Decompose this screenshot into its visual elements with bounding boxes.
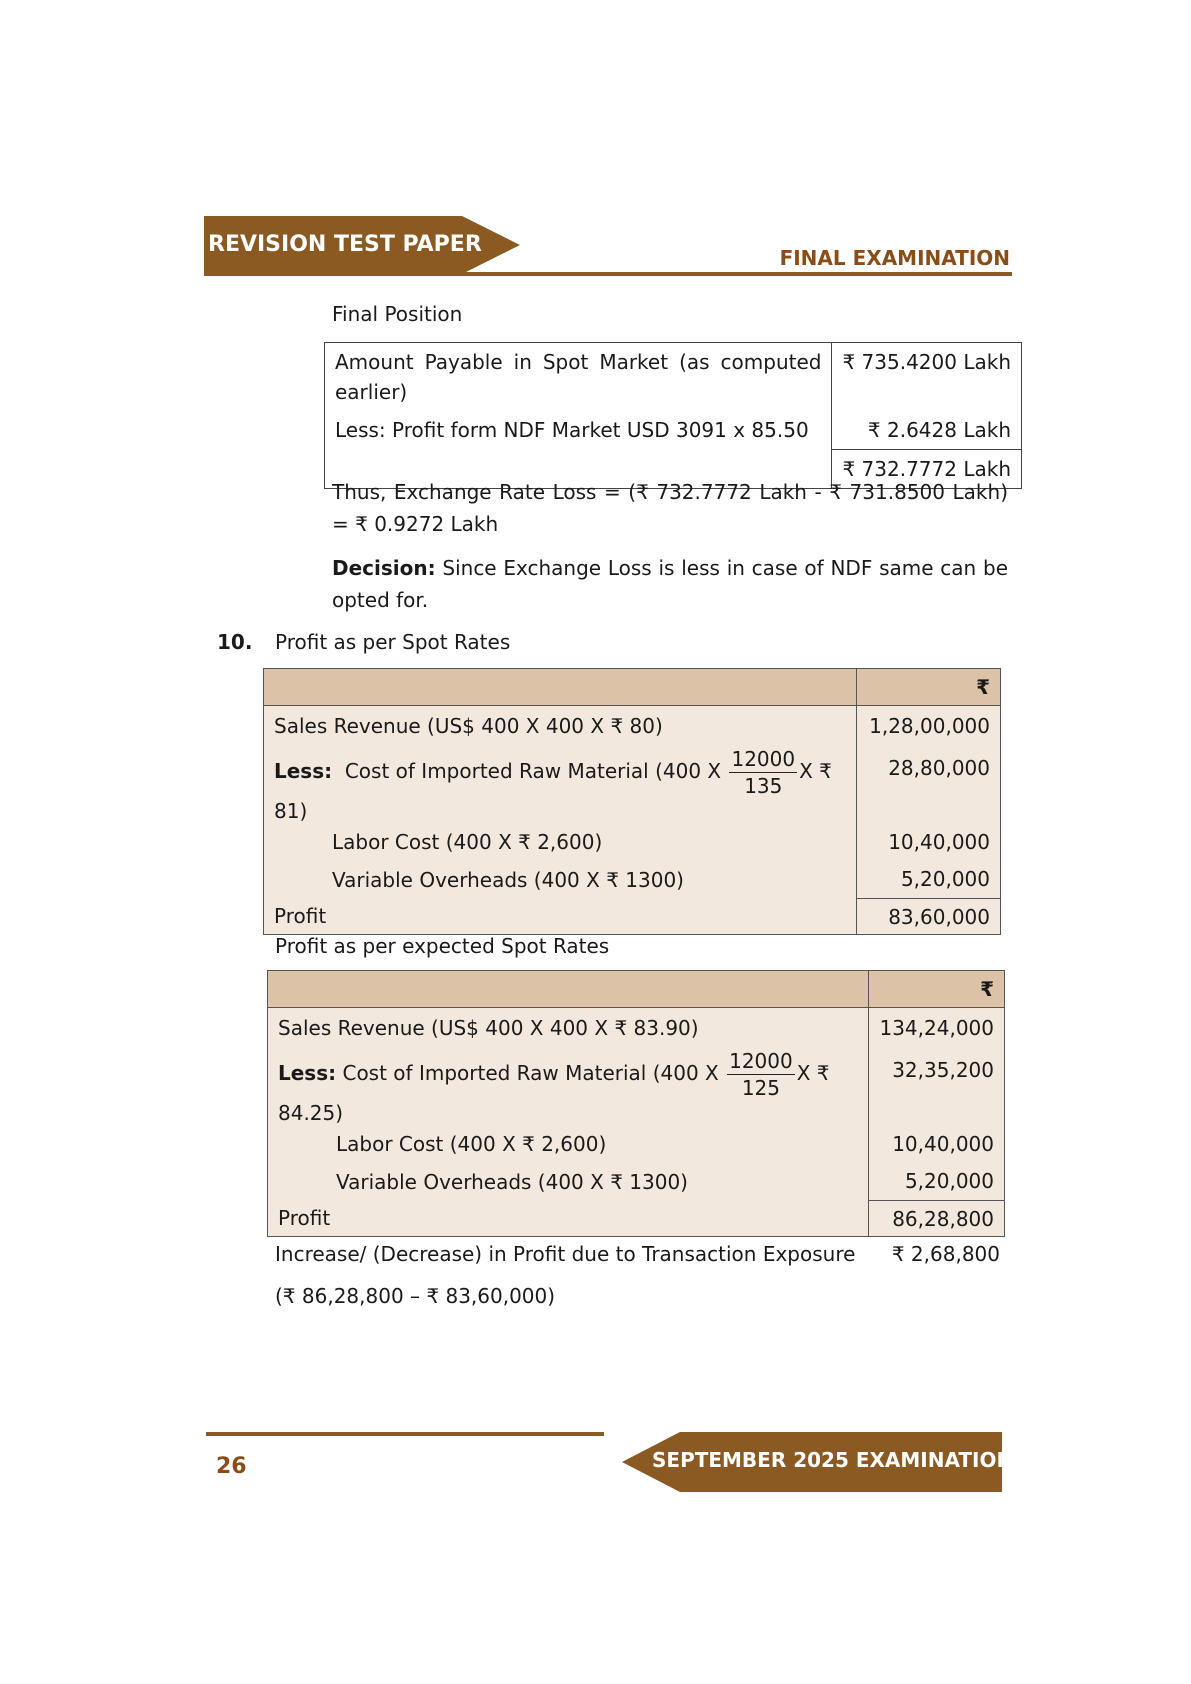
increase-value: ₹ 2,68,800 xyxy=(891,1242,1000,1266)
fp-row-2-label: Less: Profit form NDF Market USD 3091 x 85.50 xyxy=(325,411,832,450)
labor-label: Labor Cost (400 X ₹ 2,600) xyxy=(336,1131,607,1156)
table-row xyxy=(268,1163,1005,1201)
q10-heading: Profit as per Spot Rates xyxy=(275,630,511,654)
material-suffix: X ₹ 81) xyxy=(274,758,832,823)
material-cell xyxy=(268,1048,869,1125)
material-value: 32,35,200 xyxy=(869,1048,1005,1125)
header-right-title: FINAL EXAMINATION xyxy=(779,246,1010,270)
table-row xyxy=(264,899,1001,935)
sales-label: Sales Revenue (US$ 400 X 400 X ₹ 83.90) xyxy=(278,1015,699,1040)
fp-total-value: ₹ 732.7772 Lakh xyxy=(832,450,1022,489)
table-row xyxy=(325,411,1022,450)
labor-value: 10,40,000 xyxy=(857,823,1001,861)
material-value: 28,80,000 xyxy=(857,746,1001,823)
overheads-label: Variable Overheads (400 X ₹ 1300) xyxy=(332,867,684,892)
increase-label: Increase/ (Decrease) in Profit due to Transaction Exposure xyxy=(275,1242,856,1266)
fraction-denominator: 135 xyxy=(744,773,783,798)
sales-value: 134,24,000 xyxy=(869,1008,1005,1048)
table-row xyxy=(268,1201,1005,1237)
table-header-row xyxy=(264,669,1001,706)
fraction-numerator: 12000 xyxy=(731,746,796,771)
final-position-table xyxy=(324,342,1022,489)
table-row xyxy=(264,861,1001,899)
table-header-row xyxy=(268,971,1005,1008)
table-row xyxy=(268,1008,1005,1048)
decision-paragraph xyxy=(332,552,1008,616)
exchange-loss-text: Thus, Exchange Rate Loss = (₹ 732.7772 Lakh - ₹ 731.8500 Lakh) = ₹ 0.9272 Lakh xyxy=(332,480,1008,536)
decision-text: Since Exchange Loss is less in case of NDF same can be opted for. xyxy=(332,556,1008,612)
material-suffix: X ₹ 84.25) xyxy=(278,1060,830,1125)
fp-row-2-value: ₹ 2.6428 Lakh xyxy=(867,418,1011,442)
profit-value: 86,28,800 xyxy=(869,1201,1005,1237)
fraction xyxy=(727,1048,795,1101)
sales-label: Sales Revenue (US$ 400 X 400 X ₹ 80) xyxy=(274,713,663,738)
fraction-numerator: 12000 xyxy=(729,1048,793,1073)
q10-heading-2: Profit as per expected Spot Rates xyxy=(275,934,610,958)
table-row xyxy=(268,1125,1005,1163)
labor-value: 10,40,000 xyxy=(869,1125,1005,1163)
decision-label: Decision: xyxy=(332,556,436,580)
header-rule xyxy=(204,272,1012,276)
footer-exam-label: SEPTEMBER 2025 EXAMINATION xyxy=(652,1448,1014,1472)
fp-row-1-value: ₹ 735.4200 Lakh xyxy=(842,350,1011,374)
spot-rates-profit-table xyxy=(263,668,1001,935)
less-label: Less: xyxy=(278,1060,337,1085)
sales-value: 1,28,00,000 xyxy=(857,706,1001,746)
profit-value: 83,60,000 xyxy=(857,899,1001,935)
profit-label: Profit xyxy=(278,1206,331,1231)
page-number: 26 xyxy=(216,1454,247,1479)
overheads-value: 5,20,000 xyxy=(857,861,1001,899)
increase-calculation: (₹ 86,28,800 – ₹ 83,60,000) xyxy=(275,1284,556,1308)
profit-label: Profit xyxy=(274,904,327,929)
fp-row-1-label: Amount Payable in Spot Market (as computed earlier) xyxy=(325,343,832,412)
less-label: Less: xyxy=(274,758,333,783)
expected-rates-profit-table xyxy=(267,970,1005,1237)
currency-header: ₹ xyxy=(857,669,1001,706)
labor-label: Labor Cost (400 X ₹ 2,600) xyxy=(332,829,603,854)
overheads-value: 5,20,000 xyxy=(869,1163,1005,1201)
header-left-title: REVISION TEST PAPER xyxy=(208,232,482,257)
table-row xyxy=(264,823,1001,861)
footer-rule xyxy=(206,1432,604,1436)
question-number: 10. xyxy=(217,630,253,654)
table-row xyxy=(268,1048,1005,1125)
table-row xyxy=(264,746,1001,823)
table-row xyxy=(325,343,1022,412)
overheads-label: Variable Overheads (400 X ₹ 1300) xyxy=(336,1169,688,1194)
fraction-denominator: 125 xyxy=(741,1075,781,1100)
material-prefix: Cost of Imported Raw Material (400 X xyxy=(342,1060,719,1085)
material-prefix: Cost of Imported Raw Material (400 X xyxy=(344,758,722,783)
fraction xyxy=(729,746,797,799)
final-position-heading: Final Position xyxy=(332,302,463,326)
table-row xyxy=(264,706,1001,746)
material-cell xyxy=(264,746,857,823)
currency-header: ₹ xyxy=(869,971,1005,1008)
